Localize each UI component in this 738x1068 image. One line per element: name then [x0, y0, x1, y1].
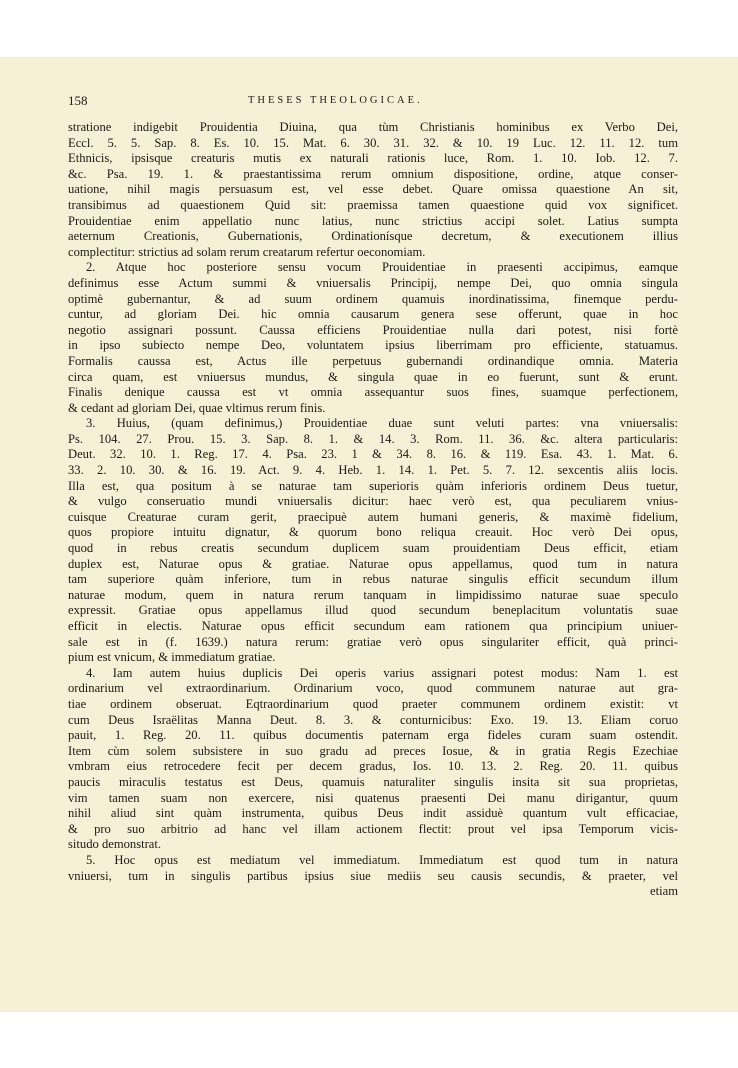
text-line: Finalis denique caussa est vt omnia assequantur suos fines, suamque perfectionem, — [68, 385, 678, 400]
text-line: naturae modum, quem in natura rerum tanquam in limpidissimo naturae suae speculo — [68, 587, 678, 602]
text-line: Formalis caussa est, Actus ille perpetuus gubernandi ordinandique omnia. Materia — [68, 353, 678, 368]
text-line: tiae ordinem obseruat. Eqtraordinarium quod praeter communem ordinem existit: vt — [68, 696, 678, 711]
catchword: etiam — [650, 884, 678, 899]
page-number: 158 — [68, 93, 88, 108]
text-line: Ps. 104. 27. Prou. 15. 3. Sap. 8. 1. & 14. 3. Rom. 11. 36. &c. altera particularis: — [68, 431, 678, 446]
text-line: in ipso subiecto nempe Deo, voluntatem ipsius liberrimam pro efficiente, statuamus. — [68, 338, 678, 353]
text-line: Deut. 32. 10. 1. Reg. 17. 4. Psa. 23. 1 & 34. 8. 16. & 119. Esa. 43. 1. Mat. 6. — [68, 447, 678, 462]
text-line: optimè gubernantur, & ad suum ordinem quamuis inordinatissima, finemque perdu- — [68, 291, 678, 306]
text-line: Illa est, qua positum à se naturae tam superioris quàm inferioris ordinem Deus tuetur, — [68, 478, 678, 493]
text-line: & pro suo arbitrio ad hanc vel illam actionem flectit: prout vel ipsa Temporum vicis- — [68, 821, 678, 836]
text-line: cum Deus Israëlitas Manna Deut. 8. 3. & conturnicibus: Exo. 19. 13. Eliam coruo — [68, 712, 678, 727]
text-line: Prouidentiae enim appellatio nunc latius, nunc strictius accipi solet. Latius sumpta — [68, 213, 678, 228]
running-title: THESES THEOLOGICAE. — [248, 95, 423, 106]
text-line: uatione, nihil magis persuasum est, vel esse debet. Quare omissa quaestione An sit, — [68, 182, 678, 197]
text-line: Item cùm solem subsistere in suo gradu ad preces Iosue, & in gratia Regis Ezechiae — [68, 743, 678, 758]
text-line: vniuersi, tum in singulis partibus ipsius siue mediis seu causis secundis, & praeter, vel — [68, 868, 678, 883]
text-line: Eccl. 5. 5. Sap. 8. Es. 10. 15. Mat. 6. 30. 31. 32. & 10. 19 Luc. 12. 11. 12. tum — [68, 135, 678, 150]
text-line: quos propiore intuitu dignatur, & quorum bono reliqua creauit. Hoc verò Dei opus, — [68, 525, 678, 540]
text-line: circa quam, est vniuersus mundus, & singula quae in eo fuerunt, sunt & erunt. — [68, 369, 678, 384]
text-line: efficit in electis. Naturae opus efficit secundum eam rationem qua principium uniuer- — [68, 619, 678, 633]
body-text — [68, 120, 678, 900]
text-line: pauit, 1. Reg. 20. 11. quibus documentis paternam erga fideles curam suam ostendit. — [68, 728, 678, 743]
text-line: expressit. Gratiae opus appellamus illud quod secundum beneplacitum voluntatis suae — [68, 603, 678, 618]
text-line: complectitur: strictius ad solam rerum creatarum refertur oeconomiam. — [68, 244, 426, 259]
text-line: & vulgo conseruatio mundi vniuersalis dicitur: haec verò est, qua peculiarem vnius- — [68, 494, 678, 509]
text-line: ordinarium vel extraordinarium. Ordinarium voco, quod communem naturae aut gra- — [68, 681, 678, 696]
text-line: pium est vnicum, & immediatum gratiae. — [68, 650, 276, 665]
text-line: tam superiore quàm inferiore, tum in rebus naturae singulis efficit secundum illum — [68, 572, 678, 587]
text-line: & cedant ad gloriam Dei, quae vltimus rerum finis. — [68, 400, 326, 415]
page-header — [68, 93, 676, 109]
text-line: definimus esse Actum summi & vniuersalis Principij, nempe Dei, quo omnia singula — [68, 275, 678, 290]
text-line: 4. Iam autem huius duplicis Dei operis varius assignari potest modus: Nam 1. est — [86, 665, 678, 680]
text-line: &c. Psa. 19. 1. & praestantissima rerum omnium dispositione, ordine, atque conser- — [68, 166, 678, 181]
text-line: negotio assignari possunt. Caussa efficiens Prouidentiae nulla dari potest, nisi fortè — [68, 322, 678, 337]
text-line: quod in rebus creatis secundum duplicem suam prouidentiam Deus efficit, etiam — [68, 541, 678, 556]
text-line: 2. Atque hoc posteriore sensu vocum Prouidentiae in praesenti accipimus, eamque — [86, 260, 678, 275]
text-line: vmbram eius retrocedere fecit per decem gradus, Ios. 10. 13. 2. Reg. 20. 11. quibus — [68, 759, 678, 774]
text-line: aeternum Creationis, Gubernationis, Ordinationísque decretum, & executionem illius — [68, 229, 678, 244]
text-line: 33. 2. 10. 30. & 16. 19. Act. 9. 4. Heb. 1. 14. 1. Pet. 5. 7. 12. sexcentis aliis locis. — [68, 463, 678, 478]
text-line: cuisque Creaturae curam gerit, praecipuè autem humani generis, & maximè fidelium, — [68, 509, 678, 524]
text-line: stratione indigebit Prouidentia Diuina, qua tùm Christianis hominibus ex Verbo Dei, — [68, 120, 678, 134]
text-line: sale est in (f. 1639.) natura rerum: gratiae verò opus singulariter efficit, quà princi- — [68, 634, 678, 649]
text-line: nihil aliud sint quàm instrumenta, quibus Deus indit assiduè quantum vult efficaciae, — [68, 806, 678, 821]
text-line: transibimus ad quaestionem Quid sit: praemissa tamen quaestione quid vox significet. — [68, 197, 678, 212]
text-line: vim tamen suam non exercere, nisi quatenus praesenti Dei manu dirigantur, quum — [68, 790, 678, 805]
book-page — [0, 57, 738, 1012]
text-line: paucis miraculis testatus est Deus, quamuis naturaliter singulis insita sit sua proprietas, — [68, 774, 678, 789]
text-line: Ethnicis, ipsisque creaturis mutis ex naturali rationis luce, Rom. 1. 10. Iob. 12. 7. — [68, 151, 678, 166]
text-line: 5. Hoc opus est mediatum vel immediatum. Immediatum est quod tum in natura — [86, 852, 678, 867]
text-line: cuntur, ad gloriam Dei. hic omnia causarum genera sese offerunt, quae in hoc — [68, 307, 678, 322]
text-line: situdo demonstrat. — [68, 837, 162, 852]
text-line: duplex est, Naturae opus & gratiae. Naturae opus appellamus, quod tum in natura — [68, 556, 678, 571]
text-line: 3. Huius, (quam definimus,) Prouidentiae duae sunt veluti partes: vna vniuersalis: — [86, 416, 678, 431]
